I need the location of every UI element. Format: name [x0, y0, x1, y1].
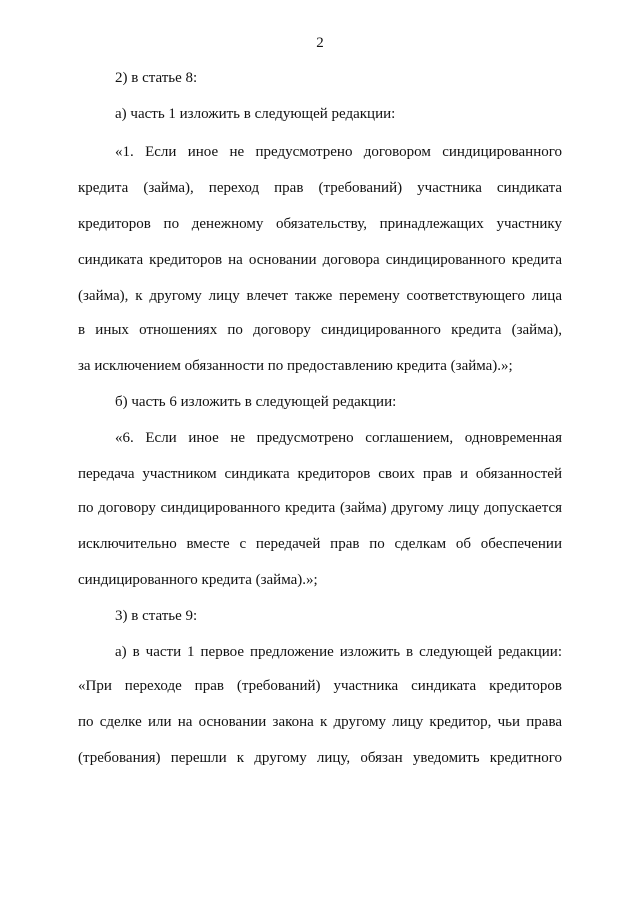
text-line: 3) в статье 9: — [115, 608, 198, 624]
text-line: а) часть 1 изложить в следующей редакции: — [115, 106, 396, 122]
text-line: синдиката кредиторов на основании договора синдицированного кредита — [78, 252, 562, 268]
text-line: б) часть 6 изложить в следующей редакции: — [115, 394, 397, 410]
text-line: а) в части 1 первое предложение изложить в следующей редакции: — [115, 644, 562, 660]
text-line: синдицированного кредита (займа).»; — [78, 572, 318, 588]
text-line: «6. Если иное не предусмотрено соглашением, одновременная — [115, 430, 562, 446]
text-line: в иных отношениях по договору синдицированного кредита (займа), — [78, 322, 562, 338]
text-line: по сделке или на основании закона к другому лицу кредитор, чьи права — [78, 714, 562, 730]
text-line: «При переходе прав (требований) участника синдиката кредиторов — [78, 678, 562, 694]
text-line: исключительно вместе с передачей прав по сделкам об обеспечении — [78, 536, 562, 552]
text-line: «1. Если иное не предусмотрено договором синдицированного — [115, 144, 562, 160]
text-line: по договору синдицированного кредита (займа) другому лицу допускается — [78, 500, 562, 516]
text-line: кредита (займа), переход прав (требований) участника синдиката — [78, 180, 562, 196]
text-line: передача участником синдиката кредиторов своих прав и обязанностей — [78, 466, 562, 482]
text-line: 2) в статье 8: — [115, 70, 198, 86]
text-line: (займа), к другому лицу влечет также перемену соответствующего лица — [78, 288, 562, 304]
text-line: (требования) перешли к другому лицу, обязан уведомить кредитного — [78, 750, 562, 766]
page-number: 2 — [316, 35, 324, 51]
text-line: кредиторов по денежному обязательству, принадлежащих участнику — [78, 216, 562, 232]
text-line: за исключением обязанности по предоставлению кредита (займа).»; — [78, 358, 513, 374]
